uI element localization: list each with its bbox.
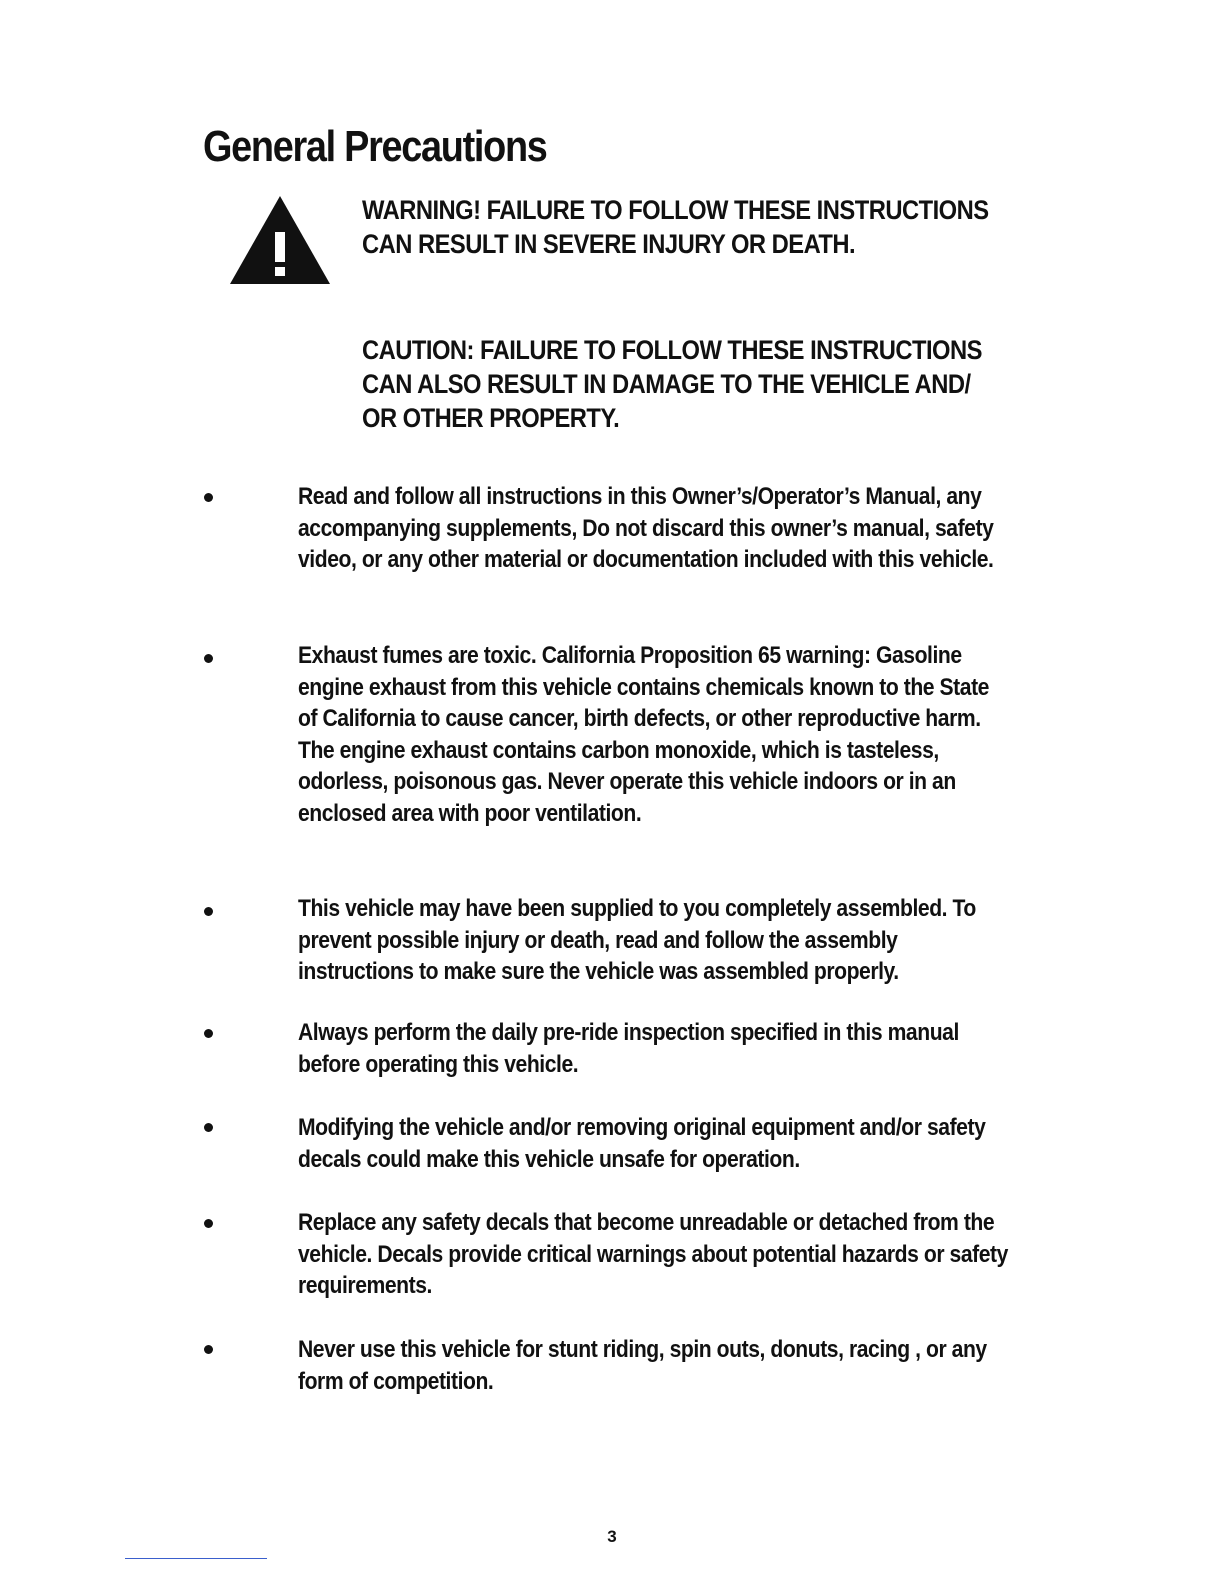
warning-notice: WARNING! FAILURE TO FOLLOW THESE INSTRUCTIONS CAN RESULT IN SEVERE INJURY OR DEATH. (362, 195, 989, 259)
list-item-text: Read and follow all instructions in this Owner’s/Operator’s Manual, any accompanying supplements, Do not discard this owner’s manual, safety video, or any other material or documentation included with this vehicle. (298, 483, 994, 573)
list-item-text: Replace any safety decals that become unreadable or detached from the vehicle. Decals provide critical warnings about potential hazards or safety requirements. (298, 1209, 1008, 1299)
page-number: 3 (607, 1527, 617, 1546)
bullet-icon (204, 1123, 213, 1132)
bullet-icon (204, 907, 213, 916)
bullet-icon (204, 1219, 213, 1228)
list-item-text: Always perform the daily pre-ride inspection specified in this manual before operating this vehicle. (298, 1019, 959, 1078)
list-item-text: Modifying the vehicle and/or removing original equipment and/or safety decals could make this vehicle unsafe for operation. (298, 1114, 986, 1173)
bullet-icon (204, 493, 213, 502)
page-title: General Precautions (203, 122, 547, 171)
list-item-text: This vehicle may have been supplied to you completely assembled. To prevent possible injury or death, read and follow the assembly instructions to make sure the vehicle was assembled properly. (298, 895, 976, 985)
bullet-icon (204, 1345, 213, 1354)
warning-triangle-icon (228, 194, 332, 288)
bullet-icon (204, 1029, 213, 1038)
list-item-text: Never use this vehicle for stunt riding, spin outs, donuts, racing , or any form of competition. (298, 1336, 987, 1395)
list-item-text: Exhaust fumes are toxic. California Proposition 65 warning: Gasoline engine exhaust from this vehicle contains chemicals known to the State of California to cause cancer, birth defects, or other reproductive harm. The engine exhaust contains carbon monoxide, which is tasteless, odorless, poisonous gas. Never operate this vehicle indoors or in an enclosed area with poor ventilation. (298, 642, 989, 827)
caution-notice: CAUTION: FAILURE TO FOLLOW THESE INSTRUCTIONS CAN ALSO RESULT IN DAMAGE TO THE VEHICLE AND/ OR OTHER PROPERTY. (362, 335, 982, 433)
bullet-icon (204, 654, 213, 663)
footnote-divider (125, 1558, 267, 1559)
